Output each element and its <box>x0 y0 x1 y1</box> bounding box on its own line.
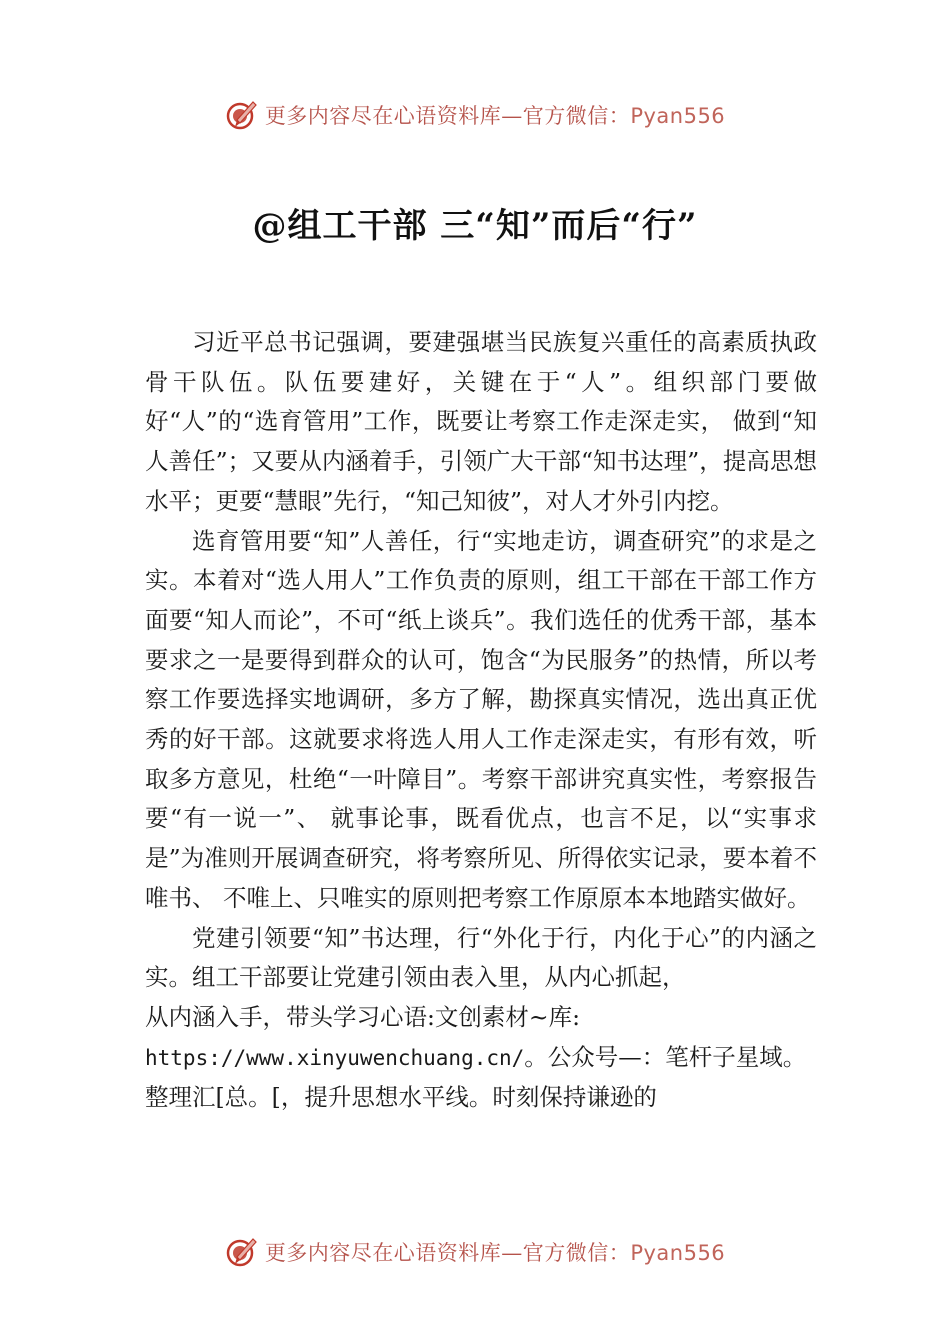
footer-banner-label: 更多内容尽在心语资料库—官方微信： <box>264 1241 631 1265</box>
header-banner <box>0 95 950 135</box>
footer-banner-text <box>265 1237 725 1267</box>
header-banner-label: 更多内容尽在心语资料库—官方微信： <box>264 104 631 128</box>
paragraph-1: 习近平总书记强调，要建强堪当民族复兴重任的高素质执政骨干队伍。队伍要建好，关键在于“人”。组织部门要做好“人”的“选育管用”工作，既要让考察工作走深走实， 做到“知人善任”；又要从内涵着手，引领广大干部“知书达理”，提高思想水平；更要“慧眼”先行，“知己知彼”，对人才外引内挖。 <box>145 328 817 515</box>
footer-banner <box>0 1232 950 1272</box>
tail-line-1: 从内涵入手，带头学习心语:文创素材~库: <box>145 1002 581 1031</box>
paragraph-3: 党建引领要“知”书达理，行“外化于行，内化于心”的内涵之实。组工干部要让党建引领由表入里，从内心抓起， <box>145 923 817 992</box>
pen-nib-logo-icon <box>225 1235 259 1269</box>
tail-line-3: 整理汇[总。[，提升思想水平线。时刻保持谦逊的 <box>145 1083 657 1112</box>
header-banner-text <box>265 100 725 130</box>
tail-line-2 <box>145 1038 817 1079</box>
header-banner-handle: Pyan556 <box>630 104 726 128</box>
website-url: https://www.xinyuwenchuang.cn/ <box>145 1045 525 1070</box>
paragraph-2: 选育管用要“知”人善任，行“实地走访，调查研究”的求是之实。本着对“选人用人”工作负责的原则，组工干部在干部工作方面要“知人而论”，不可“纸上谈兵”。我们选任的优秀干部，基本要求之一是要得到群众的认可，饱含“为民服务”的热情，所以考察工作要选择实地调研，多方了解，勘探真实情况，选出真正优秀的好干部。这就要求将选人用人工作走深走实，有形有效，听取多方意见，杜绝“一叶障目”。考察干部讲究真实性，考察报告要“有一说一”、 就事论事，既看优点，也言不足，以“实事求是”为准则开展调查研究，将考察所见、所得依实记录，要本着不唯书、 不唯上、只唯实的原则把考察工作原原本本地踏实做好。 <box>145 526 817 912</box>
article-body <box>145 323 817 1118</box>
footer-banner-handle: Pyan556 <box>630 1241 726 1265</box>
article-title: @组工干部 三“知”而后“行” <box>252 206 698 246</box>
tail-line-2-rest: 。公众号—：笔杆子星域。 <box>524 1042 807 1071</box>
pen-nib-logo-icon <box>225 98 259 132</box>
